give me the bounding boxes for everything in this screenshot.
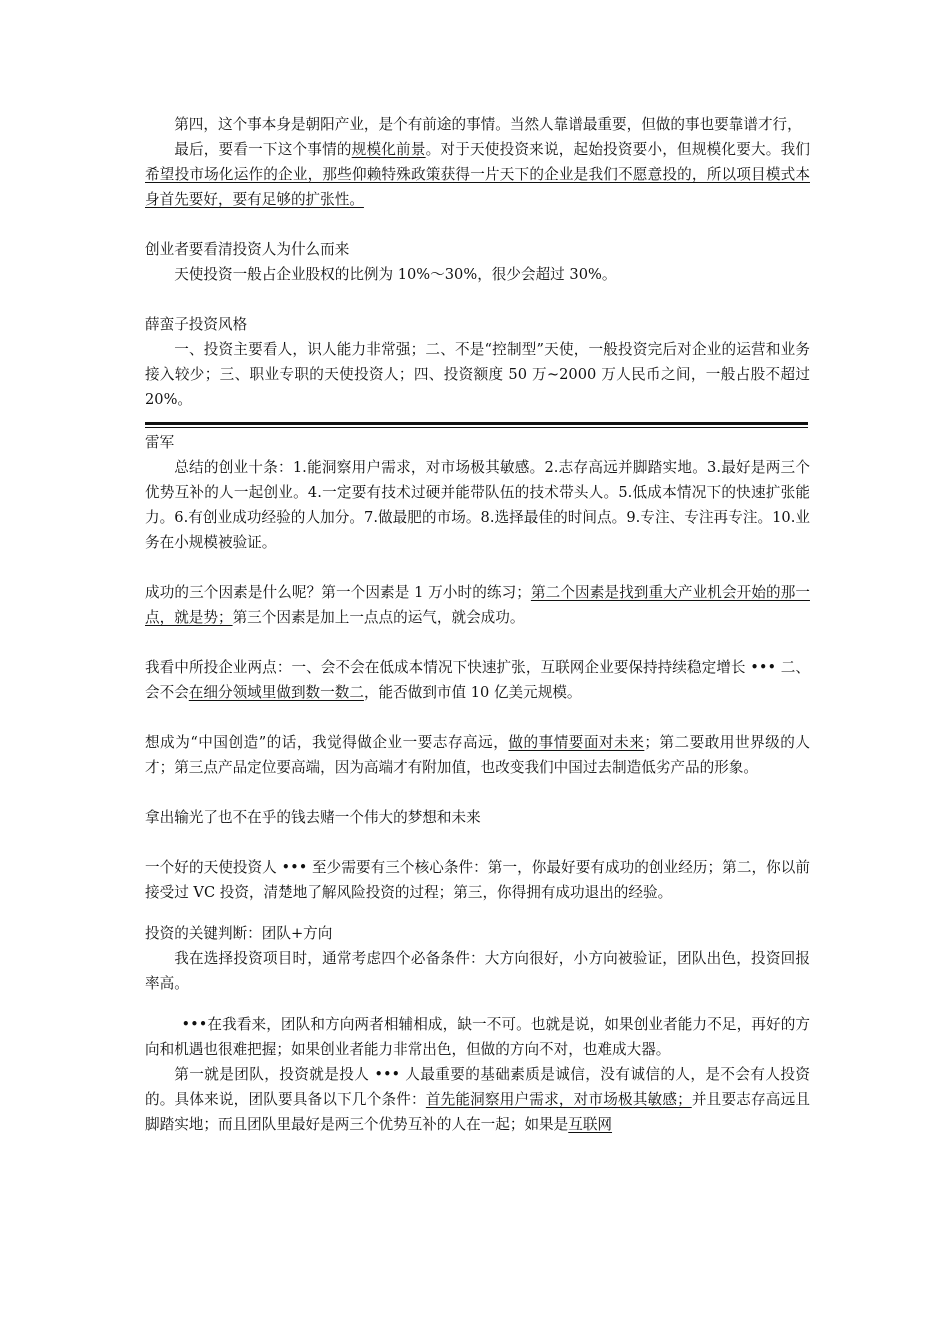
underlined-text: 在细分领域里做到数一数二 [188,684,364,701]
spacer [145,212,810,237]
section-heading: 创业者要看清投资人为什么而来 [145,241,350,258]
paragraph-china-creation [145,730,810,780]
paragraph-equity: 天使投资一般占企业股权的比例为 10%～30%，很少会超过 30%。 [174,266,617,283]
underlined-text: 做的事情要面对未来 [508,734,645,751]
text-segment: ，能否做到市值 10 亿美元规模。 [363,684,582,701]
section-heading: 投资的关键判断：团队+方向 [145,925,333,942]
text-segment: 成功的三个因素是什么呢？第一个因素是 1 万小时的练习； [145,584,531,601]
text-segment: 并且要志存高远且脚踏实地；而且团队里最好是两三个优势互补的人在一起；如果是 [145,1091,810,1133]
paragraph-team-first [145,1062,810,1137]
underlined-text: 首先能洞察用户需求，对市场极其敏感； [425,1091,692,1108]
text-segment: 最后，要看一下这个事情的 [174,141,352,158]
spacer [145,705,810,730]
paragraph-two-points [145,655,810,705]
section-heading: 雷军 [145,434,175,451]
section-heading: 薛蛮子投资风格 [145,316,248,333]
spacer [145,780,810,805]
horizontal-divider [145,422,808,428]
spacer [145,630,810,655]
document-page [145,112,810,1137]
spacer [145,830,810,855]
spacer [145,287,810,312]
underlined-text: 希望投市场化运作的企业，那些仰赖特殊政策获得一片天下的企业是我们不愿意投的，所以项目模式本身首先要好，要有足够的扩张性。 [145,166,810,208]
text-segment: ；第二要敢用世界级的人才；第三点产品定位要高端，因为高端才有附加值，也改变我们中国过去制造低劣产品的形象。 [145,734,810,776]
spacer [145,905,810,921]
text-segment: 。对于天使投资来说，起始投资要小，但规模化要大。我们 [425,141,810,158]
underlined-text: 规模化前景 [351,141,426,158]
paragraph-team-direction: •••在我看来，团队和方向两者相辅相成，缺一不可。也就是说，如果创业者能力不足，再好的方向和机遇也很难把握；如果创业者能力非常出色，但做的方向不对，也难成大器。 [145,1016,810,1058]
paragraph-four-conditions: 我在选择投资项目时，通常考虑四个必备条件：大方向很好，小方向被验证，团队出色，投资回报率高。 [145,950,810,992]
paragraph-dream: 拿出输光了也不在乎的钱去赌一个伟大的梦想和未来 [145,809,481,826]
underlined-text: 第二个因素是找到重大产业机会开始的那一点，就是势； [145,584,810,626]
text-segment: 我看中所投企业两点：一、会不会在低成本情况下快速扩张，互联网企业要保持持续稳定增长 ••• 二、会不会 [145,659,810,701]
paragraph-industry: 第四，这个事本身是朝阳产业，是个有前途的事情。当然人靠谱最重要，但做的事也要靠谱才行， [174,116,802,133]
text-segment: 第一就是团队，投资就是投人 ••• 人最重要的基础素质是诚信，没有诚信的人，是不会有人投资的。具体来说，团队要具备以下几个条件： [145,1066,810,1108]
paragraph-style: 一、投资主要看人，识人能力非常强；二、不是“控制型”天使，一般投资完后对企业的运营和业务接入较少；三、职业专职的天使投资人；四、投资额度 50 万~2000 万人民币之间，一般占股不超过 20%。 [145,341,810,408]
text-segment: 第三个因素是加上一点点的运气，就会成功。 [232,609,525,626]
paragraph-scalability [145,137,810,212]
underlined-text: 互联网 [568,1116,613,1133]
paragraph-ten-rules: 总结的创业十条：1.能洞察用户需求，对市场极其敏感。2.志存高远并脚踏实地。3.最好是两三个优势互补的人一起创业。4.一定要有技术过硬并能带队伍的技术带头人。5.低成本情况下的快速扩张能力。6.有创业成功经验的人加分。7.做最肥的市场。8.选择最佳的时间点。9.专注、专注再专注。10.业务在小规模被验证。 [145,459,810,551]
spacer [145,996,810,1012]
spacer [145,555,810,580]
paragraph-angel-conditions: 一个好的天使投资人 ••• 至少需要有三个核心条件：第一，你最好要有成功的创业经历；第二，你以前接受过 VC 投资，清楚地了解风险投资的过程；第三，你得拥有成功退出的经验。 [145,859,810,901]
text-segment: 想成为“中国创造”的话，我觉得做企业一要志存高远， [145,734,509,751]
paragraph-success-factors [145,580,810,630]
